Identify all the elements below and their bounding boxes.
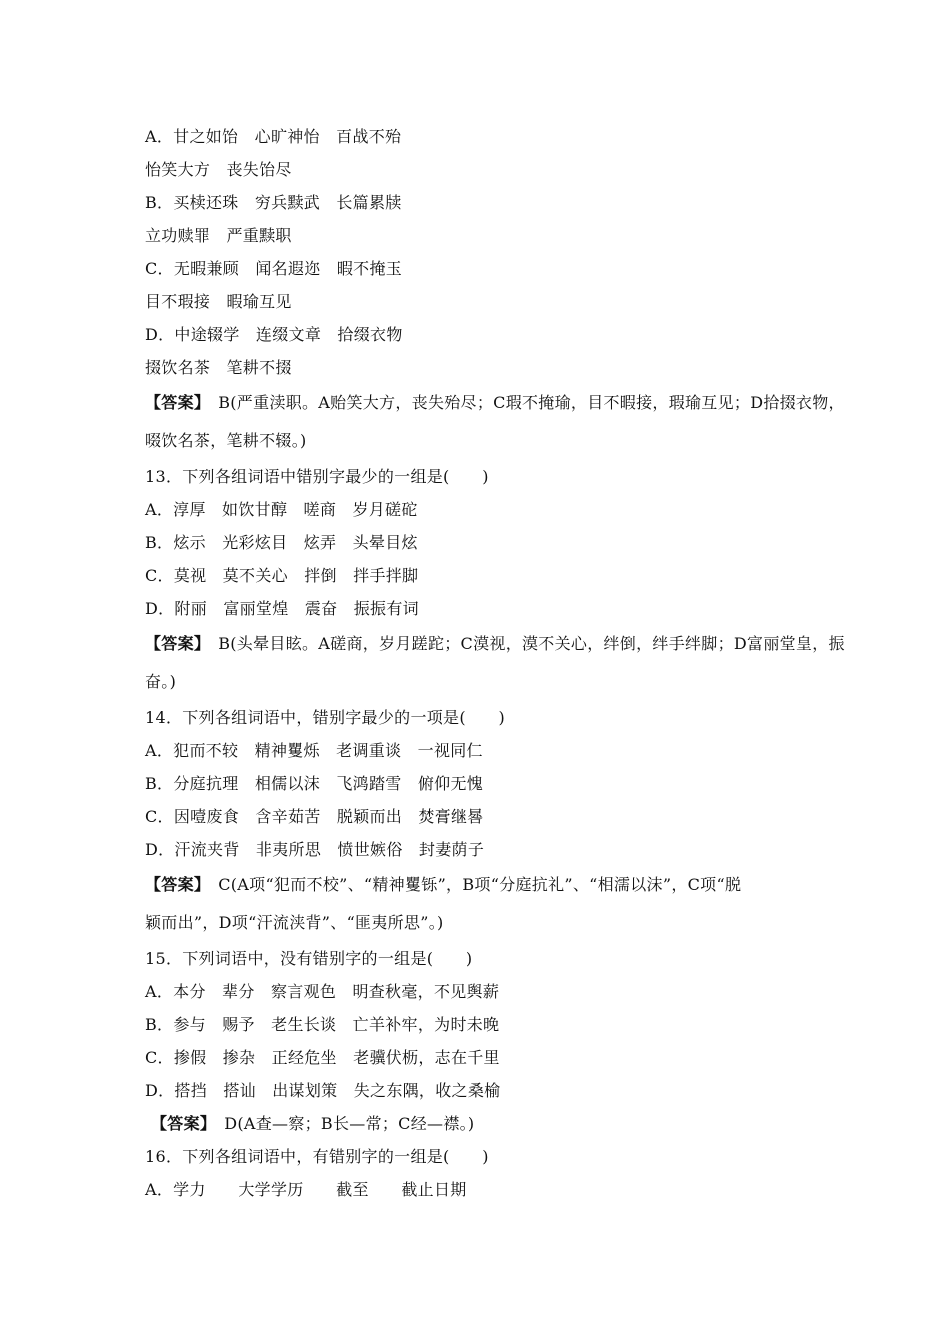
- q14-answer-line2: 颖而出”，D项“汗流浃背”、“匪夷所思”。): [145, 913, 444, 932]
- option-c-line1: C．无暇兼顾 闻名遐迩 暇不掩玉: [145, 259, 403, 278]
- q13-stem: 13．下列各组词语中错别字最少的一组是( ): [145, 467, 489, 486]
- option-b-line2: 立功赎罪 严重黩职: [145, 226, 292, 245]
- q14-stem: 14．下列各组词语中，错别字最少的一项是( ): [145, 708, 506, 727]
- q15-option-c: C．掺假 掺杂 正经危坐 老骥伏枥，志在千里: [145, 1048, 500, 1067]
- option-b-line1: B．买椟还珠 穷兵黩武 长篇累牍: [145, 193, 402, 212]
- q13-option-a: A．淳厚 如饮甘醇 嗟商 岁月磋砣: [145, 500, 418, 519]
- q15-option-b: B．参与 赐予 老生长谈 亡羊补牢，为时未晚: [145, 1015, 500, 1034]
- answer-text: B(严重渎职。A贻笑大方，丧失殆尽；C瑕不掩瑜，目不暇接，瑕瑜互见；D拾掇衣物，: [218, 393, 845, 412]
- document-content: [145, 120, 845, 1206]
- option-d-line2: 掇饮名茶 笔耕不掇: [145, 358, 292, 377]
- answer-tag: 【答案】: [145, 634, 211, 653]
- answer-text: D(A查—察；B长—常；C经—襟。): [224, 1114, 475, 1133]
- option-d-line1: D．中途辍学 连缀文章 拾缀衣物: [145, 325, 403, 344]
- answer-text: B(头晕目眩。A磋商，岁月蹉跎；C漠视，漠不关心，绊倒，绊手绊脚；D富丽堂皇，振: [218, 634, 845, 653]
- q16-stem: 16．下列各组词语中，有错别字的一组是( ): [145, 1147, 489, 1166]
- q13-answer-line1: [145, 625, 845, 663]
- q13-answer-block: [145, 625, 845, 701]
- answer-tag: 【答案】: [145, 393, 211, 412]
- q15-stem: 15．下列词语中，没有错别字的一组是( ): [145, 949, 473, 968]
- q14-answer-line1: [145, 866, 815, 904]
- q15-option-d: D．搭挡 搭讪 出谋划策 失之东隅，收之桑榆: [145, 1081, 501, 1100]
- answer-tag: 【答案】: [145, 875, 211, 894]
- answer-line2: 啜饮名茶，笔耕不辍。): [145, 431, 307, 450]
- answer-line1: [145, 384, 845, 422]
- q13-option-d: D．附丽 富丽堂煌 震奋 振振有词: [145, 599, 419, 618]
- q15-answer-line: [145, 1107, 815, 1140]
- q14-option-c: C．因噎废食 含辛茹苦 脱颖而出 焚膏继晷: [145, 807, 484, 826]
- q14-option-a: A．犯而不较 精神矍烁 老调重谈 一视同仁: [145, 741, 483, 760]
- option-a-line2: 怡笑大方 丧失饴尽: [145, 160, 292, 179]
- q13-option-b: B．炫示 光彩炫目 炫弄 头晕目炫: [145, 533, 418, 552]
- q15-option-a: A．本分 辈分 察言观色 明查秋毫，不见舆薪: [145, 982, 500, 1001]
- q13-answer-line2: 奋。): [145, 672, 177, 691]
- q14-option-d: D．汗流夹背 非夷所思 愤世嫉俗 封妻荫子: [145, 840, 485, 859]
- option-a-line1: A．甘之如饴 心旷神怡 百战不殆: [145, 127, 402, 146]
- q14-answer-block: [145, 866, 815, 942]
- q13-option-c: C．莫视 莫不关心 拌倒 拌手拌脚: [145, 566, 419, 585]
- q14-option-b: B．分庭抗理 相儒以沫 飞鸿踏雪 俯仰无愧: [145, 774, 484, 793]
- answer-text: C(A项“犯而不校”、“精神矍铄”，B项“分庭抗礼”、“相濡以沫”，C项“脱: [218, 875, 742, 894]
- answer-tag: 【答案】: [151, 1114, 217, 1133]
- q16-option-a: A．学力 大学学历 截至 截止日期: [145, 1180, 467, 1199]
- option-c-line2: 目不瑕接 暇瑜互见: [145, 292, 292, 311]
- answer-block: [145, 384, 845, 460]
